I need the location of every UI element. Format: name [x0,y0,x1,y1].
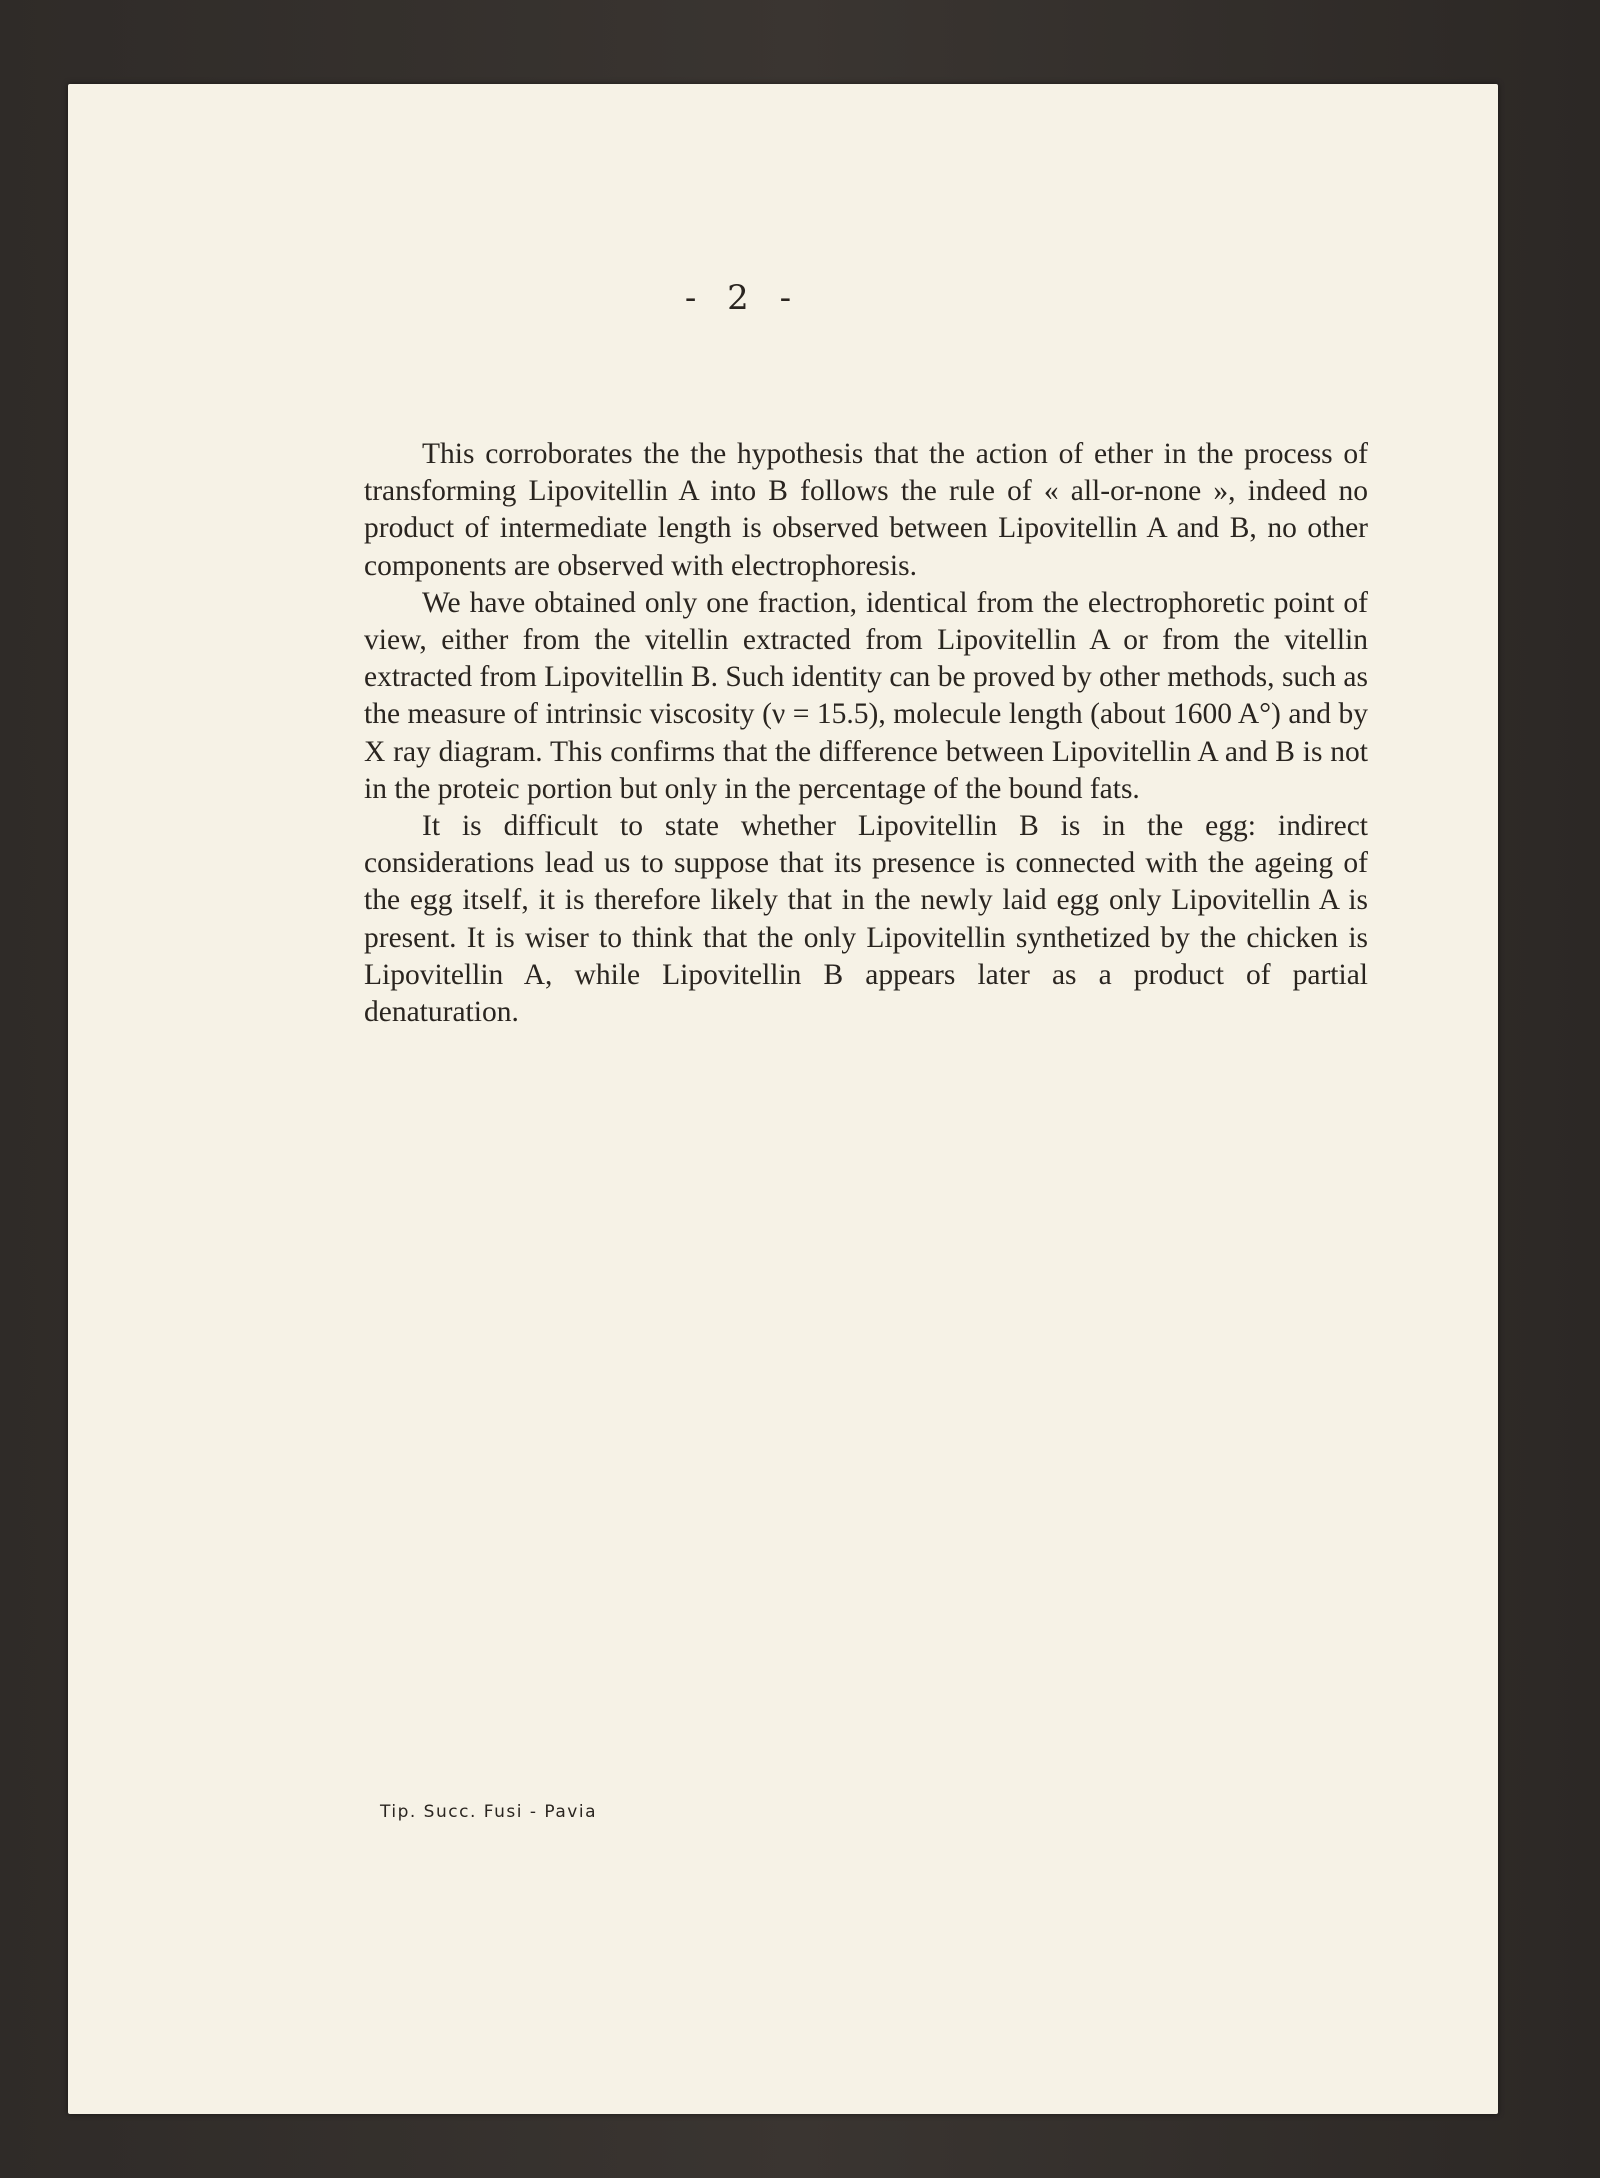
body-text [364,436,1368,1031]
document-page [68,84,1498,2114]
page-number: - 2 - [684,278,802,318]
paragraph-3: It is difficult to state whether Lipovitellin B is in the egg: indirect considerations lead us to suppose that its presence is connected with the ageing of the egg itself, it is therefore likely that in the newly laid egg only Lipovitellin A is present. It is wiser to think that the only Lipovitellin synthetized by the chicken is Lipovitellin A, while Lipovitellin B appears later as a product of partial denaturation. [364,810,1368,1029]
printer-imprint: Tip. Succ. Fusi - Pavia [380,1802,598,1822]
paragraph-1: This corroborates the the hypothesis that the action of ether in the process of transforming Lipovitellin A into B follows the rule of « all-or-none », indeed no product of intermediate length is observed between Lipovitellin A and B, no other components are observed with electrophoresis. [364,438,1368,582]
paragraph-2: We have obtained only one fraction, identical from the electrophoretic point of view, either from the vitellin extracted from Lipovitellin A or from the vitellin extracted from Lipovitellin B. Such identity can be proved by other methods, such as the measure of intrinsic viscosity (ν = 15.5), molecule length (about 1600 A°) and by X ray diagram. This confirms that the difference between Lipovitellin A and B is not in the proteic portion but only in the percentage of the bound fats. [364,586,1368,805]
